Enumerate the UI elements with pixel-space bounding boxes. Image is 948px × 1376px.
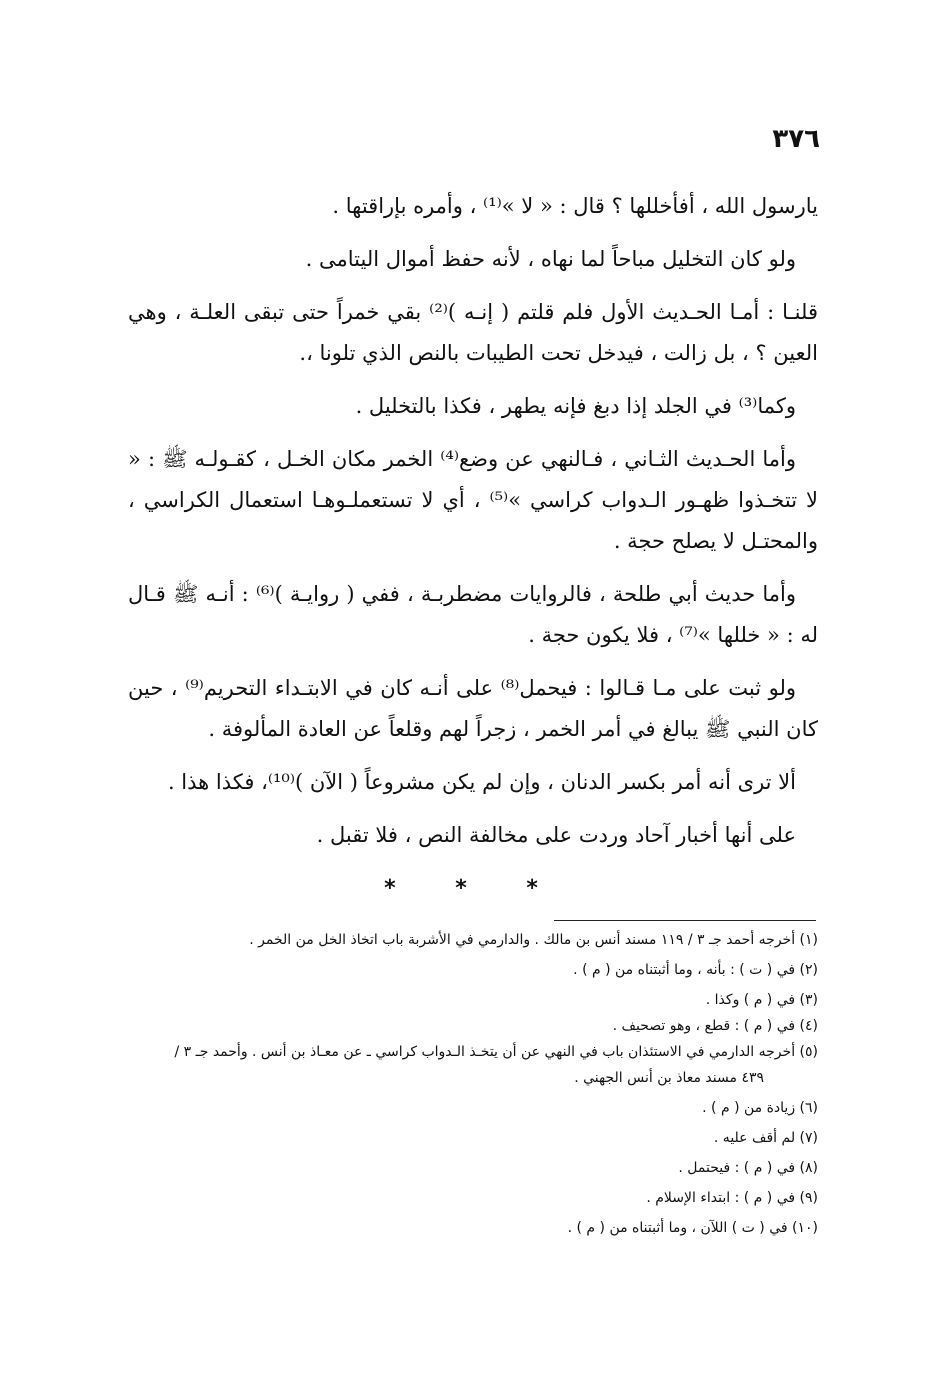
main-text <box>128 186 818 868</box>
paragraph-2: ولو كان التخليل مباحاً لما نهاه ، لأنه حفظ أموال اليتامى . <box>305 247 796 271</box>
paragraph-6: وأما حديث أبي طلحة ، فالروايات مضطربـة ، ففي ( روايـة )⁽⁶⁾ : أنـه ﷺ قـال له : « خللها »⁽⁷⁾ ، فلا يكون حجة . <box>128 582 818 647</box>
paragraph-1: يارسول الله ، أفأخللها ؟ قال : « لا »⁽¹⁾ ، وأمره بإراقتها . <box>332 194 818 218</box>
footnote-5-continuation-text: ٤٣٩ مسند معاذ بن أنس الجهني . <box>574 1070 764 1086</box>
footnote-5-continuation <box>128 1066 818 1090</box>
paragraph-9: على أنها أخبار آحاد وردت على مخالفة النص ، فلا تقبل . <box>316 823 796 847</box>
footnotes <box>128 928 818 1246</box>
footnote-9: (٩) في ( م ) : ابتداء الإسلام . <box>646 1190 818 1206</box>
paragraph-5: وأما الحـديث الثـاني ، فـالنهي عن وضع⁽⁴⁾ الخمر مكان الخـل ، كقـولـه ﷺ : « لا تتخـذوا ظهـور الـدواب كراسي »⁽⁵⁾ ، أي لا تستعملـوهـا استعمال الكراسي ، والمحتـل لا يصلح حجة . <box>128 447 818 553</box>
footnote-6: (٦) زيادة من ( م ) . <box>702 1100 818 1116</box>
footnote-separator <box>554 920 816 921</box>
paragraph-4: وكما⁽³⁾ في الجلد إذا دبغ فإنه يطهر ، فكذا بالتخليل . <box>355 394 796 418</box>
footnote-7: (٧) لم أقف عليه . <box>713 1130 818 1146</box>
footnote-4: (٤) في ( م ) : قطع ، وهو تصحيف . <box>612 1018 818 1034</box>
page-number: ٣٧٦ <box>772 124 820 154</box>
paragraph-7: ولو ثبت على مـا قـالوا : فيحمل⁽⁸⁾ على أنـه كان في الابتـداء التحريم⁽⁹⁾ ، حين كان النبي ﷺ يبالغ في أمر الخمر ، زجراً لهم وقلعاً عن العادة المألوفة . <box>128 676 818 741</box>
footnote-2: (٢) في ( ت ) : بأنه ، وما أثبتناه من ( م ) . <box>573 962 818 978</box>
paragraph-3: قلنـا : أمـا الحـديث الأول فلم قلتم ( إنـه )⁽²⁾ بقي خمراً حتى تبقى العلـة ، وهي العين ؟ ، بل زالت ، فيدخل تحت الطيبات بالنص الذي تلونا ،. <box>128 300 818 365</box>
footnote-5: (٥) أخرجه الدارمي في الاستئذان باب في النهي عن أن يتخـذ الـدواب كراسي ـ عن معـاذ بن أنس . وأحمد جـ ٣ / <box>174 1044 818 1060</box>
footnote-3: (٣) في ( م ) وكذا . <box>705 992 818 1008</box>
footnote-1: (١) أخرجه أحمد جـ ٣ / ١١٩ مسند أنس بن مالك . والدارمي في الأشربة باب اتخاذ الخل من الخمر . <box>249 932 818 948</box>
paragraph-8: ألا ترى أنه أمر بكسر الدنان ، وإن لم يكن مشروعاً ( الآن )⁽¹⁰⁾، فكذا هذا . <box>167 770 796 794</box>
footnote-10: (١٠) في ( ت ) اللآن ، وما أثبتناه من ( م ) . <box>567 1220 818 1236</box>
section-end-stars: * * * <box>384 876 564 901</box>
footnote-8: (٨) في ( م ) : فيحتمل . <box>678 1160 818 1176</box>
